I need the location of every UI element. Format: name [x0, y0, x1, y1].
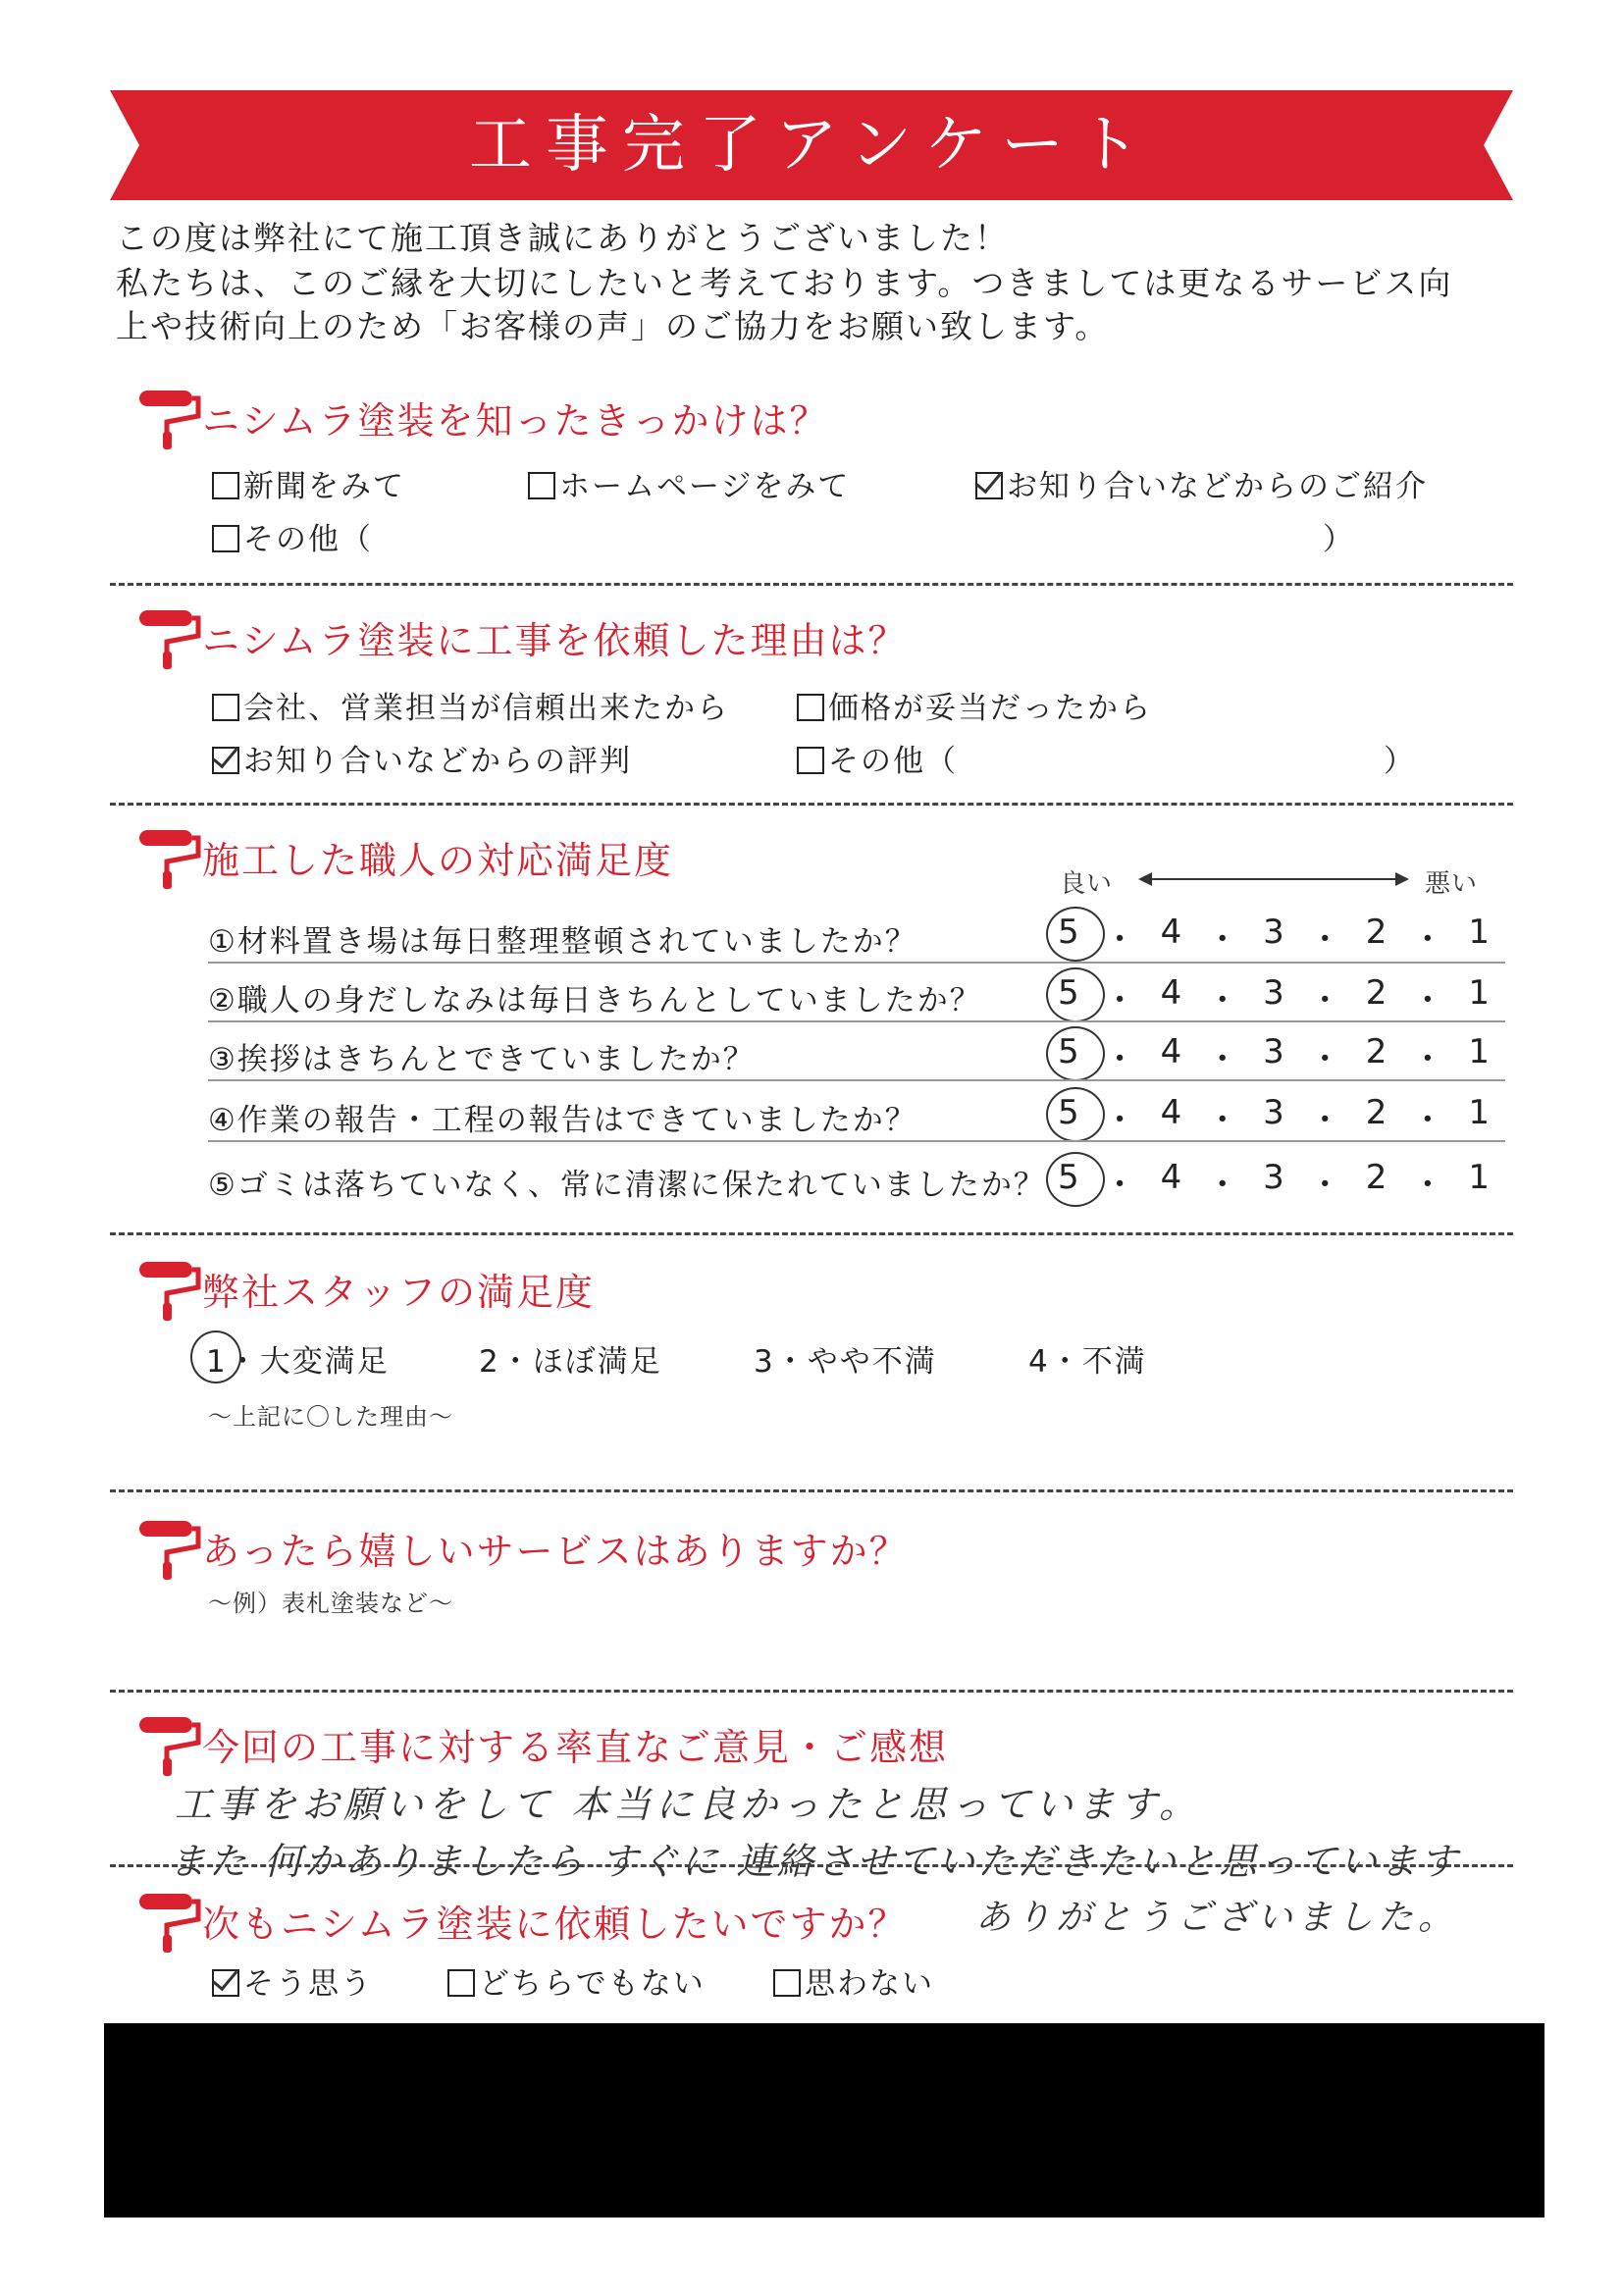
divider: [110, 583, 1513, 586]
handwritten-comment-line-3: ありがとうございました。: [975, 1898, 1459, 1938]
page-title: 工事完了アンケート: [468, 109, 1155, 182]
question-5: ⑤ゴミは落ちていなく、常に清潔に保たれていましたか？: [208, 1168, 1046, 1203]
paint-roller-icon: [137, 1519, 202, 1580]
paint-roller-icon: [137, 608, 202, 669]
rating-scale-1[interactable]: 5 ・ 4 ・ 3 ・ 2 ・ 1: [1058, 913, 1490, 960]
section-title-feedback: 今回の工事に対する率直なご意見・ご感想: [202, 1726, 949, 1769]
handwritten-comment-line-2: また 何かありましたら すぐに 連絡させていただきたいと思っています: [169, 1840, 1461, 1883]
section-title-craftsman-satisfaction: 施工した職人の対応満足度: [202, 839, 674, 882]
checkbox-reputation[interactable]: お知り合いなどからの評判: [212, 736, 632, 780]
checkbox-homepage[interactable]: ホームページをみて: [528, 461, 850, 505]
checkbox-agree[interactable]: そう思う: [212, 1958, 373, 2003]
divider: [110, 1489, 1513, 1492]
checkbox-box-checked[interactable]: [212, 747, 239, 774]
paint-roller-icon: [137, 828, 202, 889]
option-somewhat-dissatisfied[interactable]: 3・やや不満: [754, 1344, 937, 1380]
scale-bad-label: 悪い: [1425, 869, 1479, 899]
reason-prompt: 〜上記に〇した理由〜: [208, 1403, 453, 1431]
rating-scale-2[interactable]: 5 ・ 4 ・ 3 ・ 2 ・ 1: [1058, 973, 1490, 1020]
option-mostly-satisfied[interactable]: 2・ほぼ満足: [479, 1344, 662, 1380]
selected-circle-5: [1046, 967, 1105, 1022]
intro-line-1: この度は弊社にて施工頂き誠にありがとうございました！: [116, 219, 1009, 257]
paint-roller-icon: [137, 1892, 202, 1953]
checkbox-box[interactable]: [528, 472, 555, 499]
section-title-staff-satisfaction: 弊社スタッフの満足度: [202, 1271, 596, 1314]
checkbox-box-checked[interactable]: [975, 472, 1003, 499]
checkbox-box[interactable]: [212, 472, 239, 499]
redacted-block: [104, 2023, 1544, 2218]
section-title-reason: ニシムラ塗装に工事を依頼した理由は？: [202, 619, 908, 662]
title-banner: [110, 90, 1513, 200]
option-dissatisfied[interactable]: 4・不満: [1028, 1344, 1147, 1380]
divider: [110, 803, 1513, 806]
question-1: ①材料置き場は毎日整理整頓されていましたか？: [208, 924, 917, 960]
intro-line-2: 私たちは、このご縁を大切にしたいと考えております。つきましては更なるサービス向: [116, 264, 1453, 302]
checkbox-box[interactable]: [797, 694, 824, 721]
rating-scale-4[interactable]: 5 ・ 4 ・ 3 ・ 2 ・ 1: [1058, 1093, 1490, 1140]
scale-arrow-icon: [1138, 867, 1409, 891]
checkbox-box[interactable]: [447, 1969, 475, 1997]
example-note: 〜例）表札塗装など〜: [208, 1590, 453, 1617]
selected-circle-5: [1046, 1152, 1105, 1207]
selected-circle-5: [1046, 1087, 1105, 1142]
other-close-paren: ）: [1384, 744, 1416, 779]
rating-scale-3[interactable]: 5 ・ 4 ・ 3 ・ 2 ・ 1: [1058, 1032, 1490, 1079]
selected-circle-1: [190, 1331, 241, 1383]
question-4: ④作業の報告・工程の報告はできていましたか？: [208, 1103, 917, 1138]
question-2: ②職人の身だしなみは毎日きちんとしていましたか？: [208, 983, 982, 1018]
checkbox-neutral[interactable]: どちらでもない: [447, 1958, 706, 2003]
checkbox-box-checked[interactable]: [212, 1969, 239, 1997]
row-rule: [208, 1140, 1505, 1142]
scale-good-label: 良い: [1060, 869, 1114, 899]
divider: [110, 1864, 1513, 1867]
selected-circle-5: [1046, 1026, 1105, 1081]
checkbox-acquaintance-referral[interactable]: お知り合いなどからのご紹介: [975, 461, 1428, 505]
paint-roller-icon: [137, 1715, 202, 1776]
paint-roller-icon: [137, 1260, 202, 1321]
option-very-satisfied[interactable]: 1・大変満足: [206, 1344, 390, 1380]
checkbox-other[interactable]: その他（: [212, 514, 373, 558]
checkbox-trust[interactable]: 会社、営業担当が信頼出来たから: [212, 683, 729, 727]
checkbox-other[interactable]: その他（: [797, 736, 958, 780]
row-rule: [208, 962, 1505, 964]
checkbox-newspaper[interactable]: 新聞をみて: [212, 461, 405, 505]
section-title-reorder: 次もニシムラ塗装に依頼したいですか？: [202, 1903, 908, 1946]
checkbox-disagree[interactable]: 思わない: [773, 1958, 934, 2003]
row-rule: [208, 1020, 1505, 1022]
intro-line-3: 上や技術向上のため「お客様の声」のご協力をお願い致します。: [116, 307, 1110, 345]
checkbox-box[interactable]: [797, 747, 824, 774]
paint-roller-icon: [137, 389, 202, 449]
other-close-paren: ）: [1323, 522, 1355, 557]
section-title-how-found: ニシムラ塗装を知ったきっかけは？: [202, 399, 829, 443]
divider: [110, 1690, 1513, 1693]
checkbox-box[interactable]: [212, 694, 239, 721]
row-rule: [208, 1079, 1505, 1081]
checkbox-price[interactable]: 価格が妥当だったから: [797, 683, 1152, 727]
checkbox-box[interactable]: [773, 1969, 801, 1997]
handwritten-comment-line-1: 工事をお願いをして 本当に良かったと思っています。: [175, 1783, 1202, 1826]
checkbox-box[interactable]: [212, 525, 239, 552]
divider: [110, 1232, 1513, 1235]
section-title-desired-services: あったら嬉しいサービスはありますか？: [202, 1530, 909, 1573]
rating-scale-5[interactable]: 5 ・ 4 ・ 3 ・ 2 ・ 1: [1058, 1158, 1490, 1205]
selected-circle-5: [1046, 907, 1105, 962]
question-3: ③挨拶はきちんとできていましたか？: [208, 1042, 756, 1077]
